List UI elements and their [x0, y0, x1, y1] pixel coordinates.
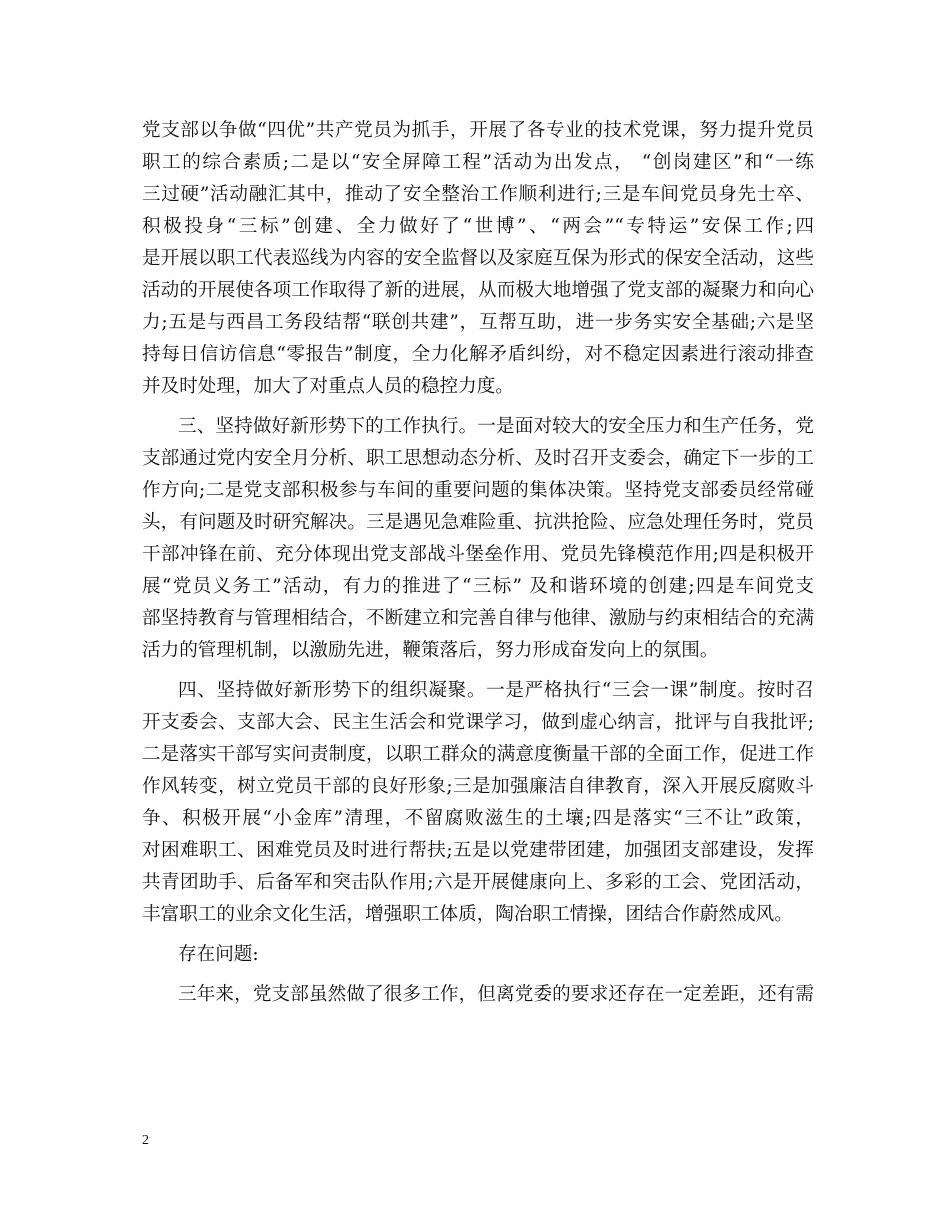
text-line: 积极投身“三标”创建、全力做好了“世博”、“两会”“专特运”安保工作;四 — [142, 216, 814, 237]
text-line: 争、积极开展“小金库”清理，不留腐败滋生的土壤;四是落实“三不让”政策， — [142, 808, 814, 829]
text-line: 是开展以职工代表巡线为内容的安全监督以及家庭互保为形式的保安全活动，这些 — [142, 248, 814, 269]
text-line: 丰富职工的业余文化生活，增强职工体质，陶冶职工情操，团结合作蔚然成风。 — [142, 904, 793, 925]
text-line: 持每日信访信息“零报告”制度，全力化解矛盾纠纷，对不稳定因素进行滚动排查 — [142, 344, 814, 365]
text-line: 职工的综合素质;二是以“安全屏障工程”活动为出发点， “创岗建区”和“一练 — [142, 152, 814, 173]
text-line: 活力的管理机制，以激励先进，鞭策落后，努力形成奋发向上的氛围。 — [142, 640, 719, 661]
section-heading: 存在问题: — [178, 944, 259, 965]
text-line: 四、坚持做好新形势下的组织凝聚。一是严格执行“三会一课”制度。按时召 — [178, 680, 814, 701]
text-line: 党支部以争做“四优”共产党员为抓手，开展了各专业的技术党课，努力提升党员 — [142, 120, 814, 141]
text-line: 三年来，党支部虽然做了很多工作，但离党委的要求还存在一定差距，还有需 — [178, 984, 814, 1005]
page-number: 2 — [142, 1133, 149, 1148]
text-line: 三过硬”活动融汇其中，推动了安全整治工作顺利进行;三是车间党员身先士卒、 — [142, 184, 814, 205]
text-line: 头，有问题及时研究解决。三是遇见急难险重、抗洪抢险、应急处理任务时，党员 — [142, 512, 814, 533]
text-line: 开支委会、支部大会、民主生活会和党课学习，做到虚心纳言，批评与自我批评; — [142, 712, 814, 733]
text-line: 二是落实干部写实问责制度，以职工群众的满意度衡量干部的全面工作，促进工作 — [142, 744, 814, 765]
text-line: 共青团助手、后备军和突击队作用;六是开展健康向上、多彩的工会、党团活动， — [142, 872, 814, 893]
text-line: 作风转变，树立党员干部的良好形象;三是加强廉洁自律教育，深入开展反腐败斗 — [142, 776, 814, 797]
text-line: 部坚持教育与管理相结合，不断建立和完善自律与他律、激励与约束相结合的充满 — [142, 608, 814, 629]
text-line: 活动的开展使各项工作取得了新的进展，从而极大地增强了党支部的凝聚力和向心 — [142, 280, 814, 301]
text-line: 展“党员义务工”活动，有力的推进了“三标” 及和谐环境的创建;四是车间党支 — [142, 576, 814, 597]
text-line: 干部冲锋在前、充分体现出党支部战斗堡垒作用、党员先锋模范作用;四是积极开 — [142, 544, 814, 565]
text-line: 三、坚持做好新形势下的工作执行。一是面对较大的安全压力和生产任务，党 — [178, 416, 814, 437]
text-line: 对困难职工、困难党员及时进行帮扶;五是以党建带团建，加强团支部建设，发挥 — [142, 840, 814, 861]
text-line: 作方向;二是党支部积极参与车间的重要问题的集体决策。坚持党支部委员经常碰 — [142, 480, 814, 501]
text-line: 力;五是与西昌工务段结帮“联创共建”，互帮互助，进一步务实安全基础;六是坚 — [142, 312, 814, 333]
text-line: 支部通过党内安全月分析、职工思想动态分析、及时召开支委会，确定下一步的工 — [142, 448, 814, 469]
text-line: 并及时处理，加大了对重点人员的稳控力度。 — [142, 376, 514, 397]
